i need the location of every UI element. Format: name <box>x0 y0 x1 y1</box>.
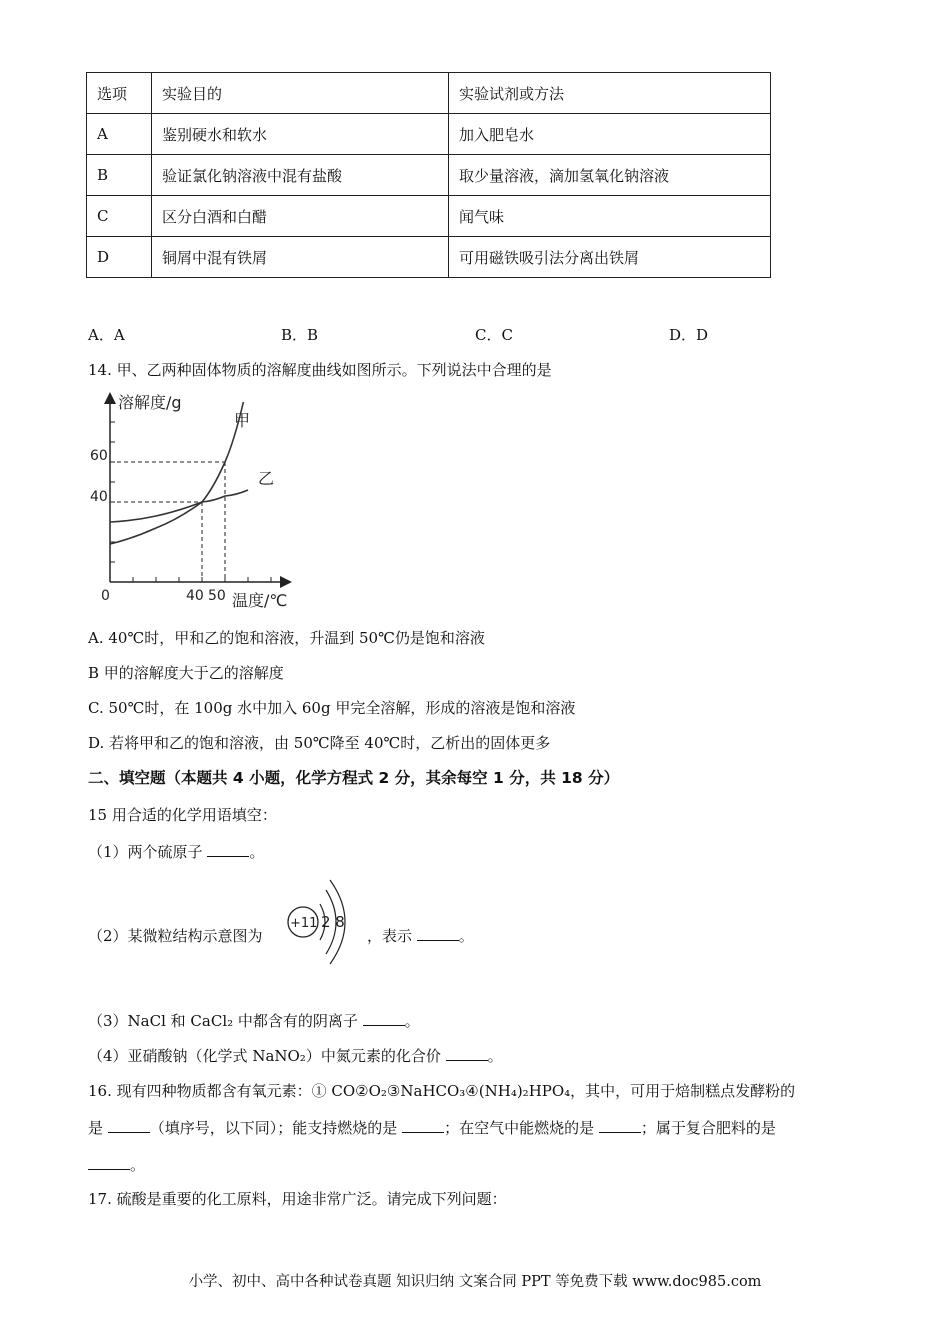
table-cell: 区分白酒和白醋 <box>152 196 449 237</box>
q14-stem: 14. 甲、乙两种固体物质的溶解度曲线如图所示。下列说法中合理的是 <box>88 361 552 379</box>
table-row <box>87 237 771 278</box>
table-row <box>87 114 771 155</box>
series-jia-curve <box>110 402 243 544</box>
q16-text: ；在空气中能燃烧的是 <box>444 1119 599 1137</box>
table-header-cell: 实验试剂或方法 <box>449 73 771 114</box>
table-cell: 加入肥皂水 <box>449 114 771 155</box>
table-cell: D <box>87 237 152 278</box>
table-row <box>87 155 771 196</box>
x-tick-label: 40 <box>186 588 204 604</box>
choice-c[interactable]: C．C <box>475 326 513 344</box>
table-cell: 可用磁铁吸引法分离出铁屑 <box>449 237 771 278</box>
table-header-row <box>87 73 771 114</box>
q15-part2 <box>88 925 263 946</box>
q16-line1: 16. 现有四种物质都含有氧元素：① CO②O₂③NaHCO₃④(NH₄)₂HPO₄，其中，可用于焙制糕点发酵粉的 <box>88 1082 796 1100</box>
series-label-yi: 乙 <box>258 469 275 488</box>
atom-structure-diagram <box>284 876 364 968</box>
page-footer: 小学、初中、高中各种试卷真题 知识归纳 文案合同 PPT 等免费下载 www.doc985.com <box>188 1274 762 1290</box>
q14-option-a[interactable]: A. 40℃时，甲和乙的饱和溶液，升温到 50℃仍是饱和溶液 <box>88 629 485 647</box>
table-cell: 铜屑中混有铁屑 <box>152 237 449 278</box>
y-axis-label: 溶解度/g <box>118 393 182 412</box>
y-tick-label: 60 <box>90 448 108 464</box>
table-cell: 取少量溶液，滴加氢氧化钠溶液 <box>449 155 771 196</box>
q15-part3-text: （3）NaCl 和 CaCl₂ 中都含有的阴离子 <box>88 1012 363 1030</box>
options-table <box>86 72 771 278</box>
choice-b[interactable]: B．B <box>281 326 319 344</box>
q15-part4-text: （4）亚硝酸钠（化学式 NaNO₂）中氮元素的化合价 <box>88 1047 446 1065</box>
q15-part4 <box>88 1045 503 1066</box>
answer-blank[interactable] <box>402 1118 444 1133</box>
x-tick-label: 0 <box>101 588 110 604</box>
q15-part4-end: 。 <box>487 1047 503 1065</box>
answer-blank[interactable] <box>207 842 249 857</box>
answer-blank[interactable] <box>446 1046 488 1061</box>
q15-stem: 15 用合适的化学用语填空： <box>88 806 277 824</box>
q15-part2-mid: ，表示 <box>367 927 417 945</box>
solubility-chart <box>86 388 306 614</box>
table-row <box>87 196 771 237</box>
q15-part1-text: （1）两个硫原子 <box>88 843 208 861</box>
table-header-cell: 选项 <box>87 73 152 114</box>
table-cell: C <box>87 196 152 237</box>
q15-part1 <box>88 841 264 862</box>
q15-part1-end: 。 <box>249 843 265 861</box>
q15-part3-end: 。 <box>404 1012 420 1030</box>
answer-blank[interactable] <box>108 1118 150 1133</box>
answer-blank[interactable] <box>88 1155 130 1170</box>
q15-part3 <box>88 1010 420 1031</box>
table-cell: A <box>87 114 152 155</box>
q16-text: ；属于复合肥料的是 <box>640 1119 776 1137</box>
q14-option-b[interactable]: B 甲的溶解度大于乙的溶解度 <box>88 664 284 682</box>
q16-end: 。 <box>130 1156 146 1174</box>
q16-line3 <box>88 1154 145 1175</box>
series-label-jia: 甲 <box>234 411 251 430</box>
q15-part2-tail <box>367 925 474 946</box>
table-cell: 鉴别硬水和软水 <box>152 114 449 155</box>
q15-part2-text: （2）某微粒结构示意图为 <box>88 927 263 945</box>
choice-d[interactable]: D．D <box>669 326 709 344</box>
y-tick-label: 40 <box>90 489 108 505</box>
answer-blank[interactable] <box>363 1011 405 1026</box>
x-tick-label: 50 <box>208 588 226 604</box>
q16-line2 <box>88 1117 776 1138</box>
q17-stem: 17. 硫酸是重要的化工原料，用途非常广泛。请完成下列问题： <box>88 1190 507 1208</box>
table-cell: 验证氯化钠溶液中混有盐酸 <box>152 155 449 196</box>
table-cell: B <box>87 155 152 196</box>
table-cell: 闻气味 <box>449 196 771 237</box>
section-title: 二、填空题（本题共 4 小题，化学方程式 2 分，其余每空 1 分，共 18 分） <box>88 769 620 787</box>
answer-blank[interactable] <box>599 1118 641 1133</box>
q14-option-d[interactable]: D. 若将甲和乙的饱和溶液，由 50℃降至 40℃时，乙析出的固体更多 <box>88 734 551 752</box>
q16-text: （填序号，以下同）；能支持燃烧的是 <box>149 1119 403 1137</box>
choice-a[interactable]: A．A <box>88 326 125 344</box>
q15-part2-end: 。 <box>458 927 474 945</box>
nucleus-charge: +11 <box>290 916 318 931</box>
q16-text: 是 <box>88 1119 108 1137</box>
x-axis-label: 温度/℃ <box>232 591 288 610</box>
answer-blank[interactable] <box>417 926 459 941</box>
table-header-cell: 实验目的 <box>152 73 449 114</box>
shell-electrons: 2 8 <box>321 913 345 931</box>
q14-option-c[interactable]: C. 50℃时，在 100g 水中加入 60g 甲完全溶解，形成的溶液是饱和溶液 <box>88 699 576 717</box>
